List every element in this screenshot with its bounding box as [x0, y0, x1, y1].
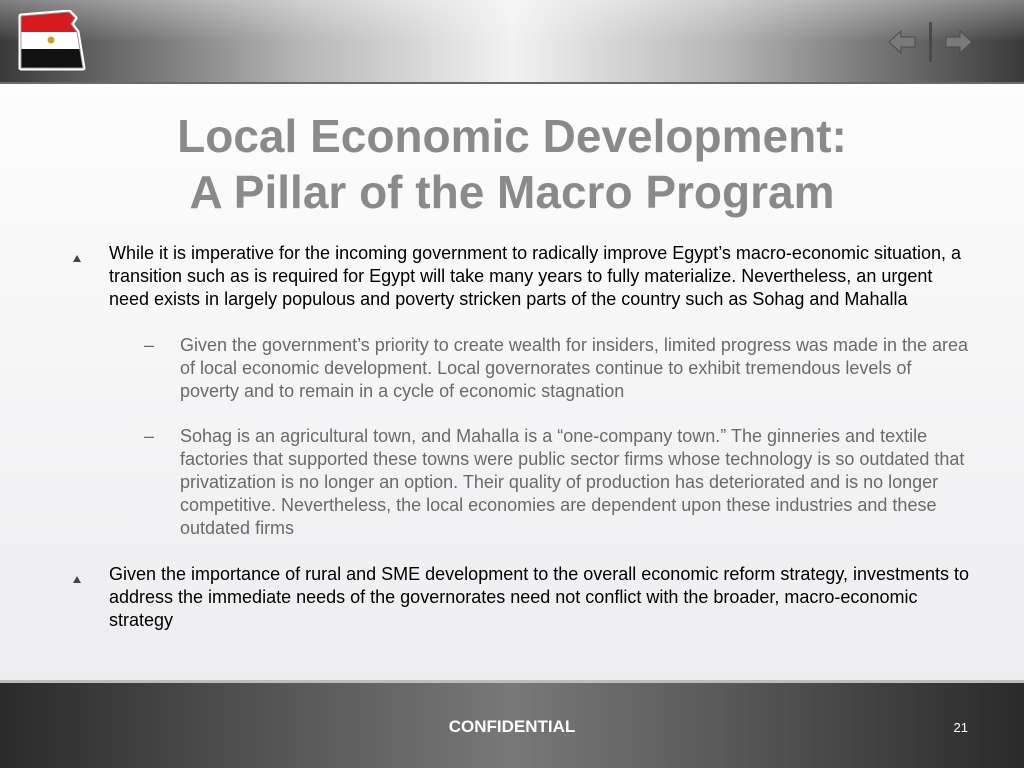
bullet-triangle-icon [72, 568, 86, 582]
previous-slide-button[interactable] [885, 22, 919, 62]
slide-body [72, 242, 972, 632]
arrow-right-icon [944, 28, 974, 56]
bullet-triangle-icon [72, 247, 86, 261]
bullet-text: Given the importance of rural and SME development to the overall economic reform strategy, investments to address the immediate needs of the governorates need not conflict with the broader, macro-economic strategy [109, 564, 970, 630]
sub-bullet-item [72, 425, 972, 540]
bullet-item [72, 242, 972, 311]
next-slide-button[interactable] [942, 22, 976, 62]
sub-bullet-text: Sohag is an agricultural town, and Mahalla is a “one-company town.” The ginneries and textile factories that supported these towns were public sector firms whose technology is so outdated that privatization is no longer an option. Their quality of production has deteriorated and is no longer competitive. Nevertheless, the local economies are dependent upon these industries and these outdated firms [180, 426, 965, 538]
bullet-item [72, 563, 972, 632]
slide-navigation [885, 22, 976, 62]
bullet-text: While it is imperative for the incoming government to radically improve Egypt’s macro-economic situation, a transition such as is required for Egypt will take many years to fully materialize. Nevertheless, an urgent need exists in largely populous and poverty stricken parts of the country such as Sohag and Mahalla [109, 243, 962, 309]
confidential-label: CONFIDENTIAL [448, 717, 576, 736]
slide-title [0, 108, 1024, 220]
nav-divider [929, 22, 932, 62]
footer-bar [0, 680, 1024, 768]
slide-title-line-1: Local Economic Development: [177, 110, 847, 162]
sub-bullet-text: Given the government’s priority to create wealth for insiders, limited progress was made in the area of local economic development. Local governorates continue to exhibit tremendous levels of poverty and to remain in a cycle of economic stagnation [180, 335, 969, 401]
page-number: 21 [953, 720, 968, 735]
sub-bullet-dash: – [144, 335, 155, 355]
egypt-flag-map-icon [17, 10, 87, 72]
slide-title-line-2: A Pillar of the Macro Program [189, 166, 835, 218]
arrow-left-icon [887, 28, 917, 56]
sub-bullet-item [72, 334, 972, 403]
sub-bullet-dash: – [144, 426, 155, 446]
header-bar [0, 0, 1024, 84]
